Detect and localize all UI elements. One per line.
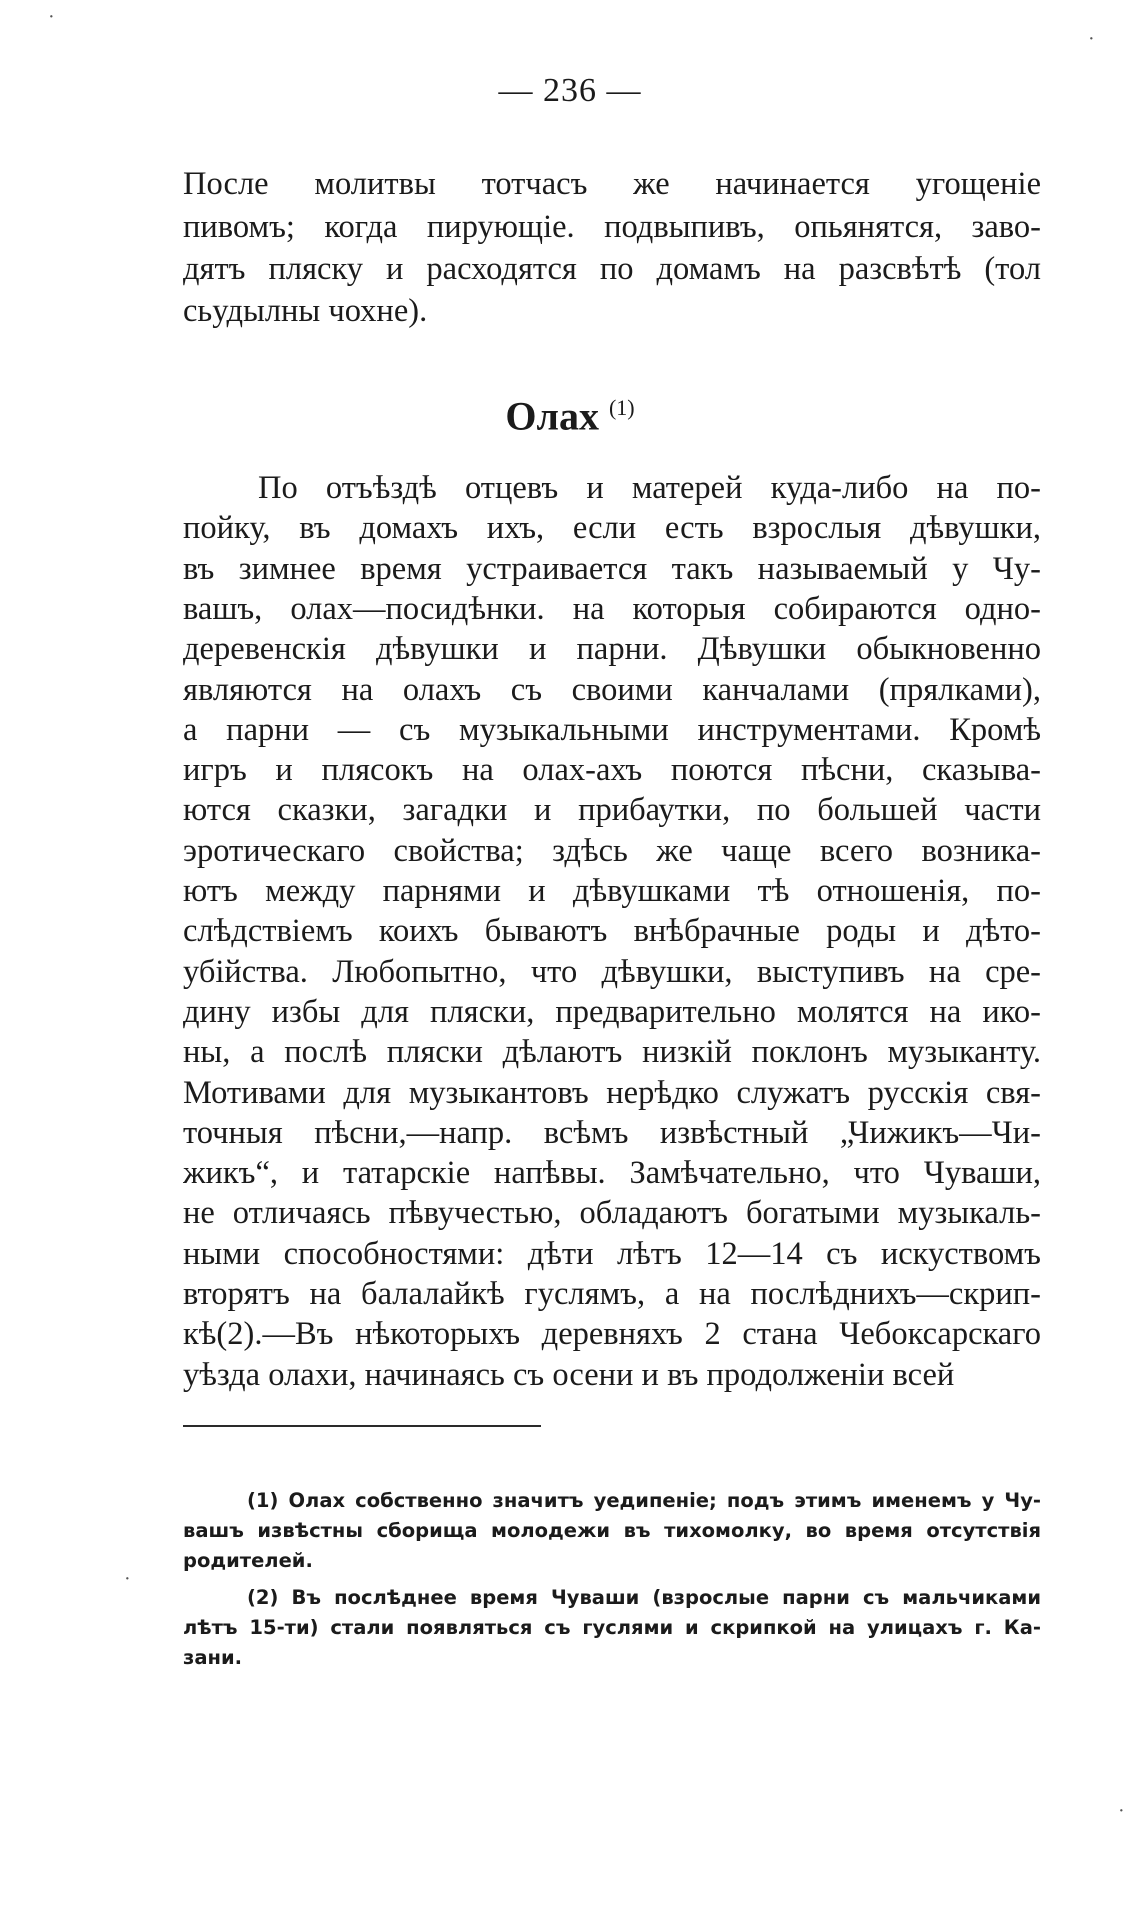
text-line: а парни — съ музыкальными инструментами. Кромѣ [183, 712, 1041, 748]
text-line: въ зимнее время устраивается такъ называемый у Чу- [183, 551, 1041, 587]
text-line: являются на олахъ съ своими канчалами (прялками), [183, 672, 1041, 708]
text-line: Мотивами для музыкантовъ нерѣдко служатъ русскія свя- [183, 1075, 1041, 1111]
text-line: ютъ между парнями и дѣвушками тѣ отношенія, по- [183, 873, 1041, 909]
footnote-line: родителей. [183, 1549, 313, 1572]
text-line: сьудылны чохне). [183, 293, 428, 329]
scan-speck: · [48, 6, 55, 28]
text-line: эротическаго свойства; здѣсь же чаще всего возника- [183, 833, 1041, 869]
scan-speck: · [1088, 28, 1095, 50]
footnote-line: лѣтъ 15-ти) стали появляться съ гуслями и скрипкой на улицахъ г. Ка- [183, 1616, 1041, 1639]
text-line: уѣзда олахи, начинаясь съ осени и въ продолженіи всей [183, 1357, 955, 1393]
text-line: вторятъ на балалайкѣ гуслямъ, а на послѣднихъ—скрип- [183, 1276, 1041, 1312]
text-line: ными способностями: дѣти лѣтъ 12—14 съ искуствомъ [183, 1236, 1041, 1272]
text-line: игръ и плясокъ на олах-ахъ поются пѣсни, сказыва- [183, 752, 1041, 788]
text-line: не отличаясь пѣвучестью, обладаютъ богатыми музыкаль- [183, 1195, 1041, 1231]
text-line: жикъ“, и татарскіе напѣвы. Замѣчательно, что Чуваши, [183, 1155, 1041, 1191]
heading-title: Олах [505, 393, 599, 439]
text-line: пойку, въ домахъ ихъ, если есть взрослыя дѣвушки, [183, 510, 1041, 546]
text-line: дятъ пляску и расходятся по домамъ на разсвѣтѣ (тол [183, 251, 1041, 287]
footnote-line: зани. [183, 1646, 243, 1669]
scan-speck: · [1118, 1800, 1125, 1822]
footnote-line: (2) Въ послѣднее время Чуваши (взрослые парни съ мальчиками [247, 1586, 1041, 1609]
text-line: вашъ, олах—посидѣнки. на которыя собираются одно- [183, 591, 1041, 627]
text-line: ются сказки, загадки и прибаутки, по большей части [183, 792, 1041, 828]
footnote-rule [183, 1425, 541, 1427]
footnote-line: (1) Олах собственно значитъ уедипеніе; подъ этимъ именемъ у Чу- [247, 1489, 1041, 1512]
text-line: убійства. Любопытно, что дѣвушки, выступивъ на сре- [183, 954, 1041, 990]
text-line: точныя пѣсни,—напр. всѣмъ извѣстный „Чижикъ—Чи- [183, 1115, 1041, 1151]
text-line: кѣ(2).—Въ нѣкоторыхъ деревняхъ 2 стана Чебоксарскаго [183, 1316, 1041, 1352]
section-heading [0, 385, 1140, 439]
text-line: деревенскія дѣвушки и парни. Дѣвушки обыкновенно [183, 631, 1041, 667]
text-line: дину избы для пляски, предварительно молятся на ико- [183, 994, 1041, 1030]
footnote-line: вашъ извѣстны сборища молодежи въ тихомолку, во время отсутствія [183, 1519, 1041, 1542]
text-line: ны, а послѣ пляски дѣлаютъ низкій поклонъ музыканту. [183, 1034, 1041, 1070]
text-line: пивомъ; когда пирующіе. подвыпивъ, опьянятся, заво- [183, 209, 1041, 245]
text-line: слѣдствіемъ коихъ бываютъ внѣбрачные роды и дѣто- [183, 913, 1041, 949]
scan-speck: · [124, 1568, 131, 1590]
page-number: — 236 — [498, 72, 642, 109]
text-line: По отъѣздѣ отцевъ и матерей куда-либо на по- [258, 470, 1041, 506]
heading-note-mark: (1) [608, 395, 635, 420]
text-line: После молитвы тотчасъ же начинается угощеніе [183, 166, 1041, 202]
